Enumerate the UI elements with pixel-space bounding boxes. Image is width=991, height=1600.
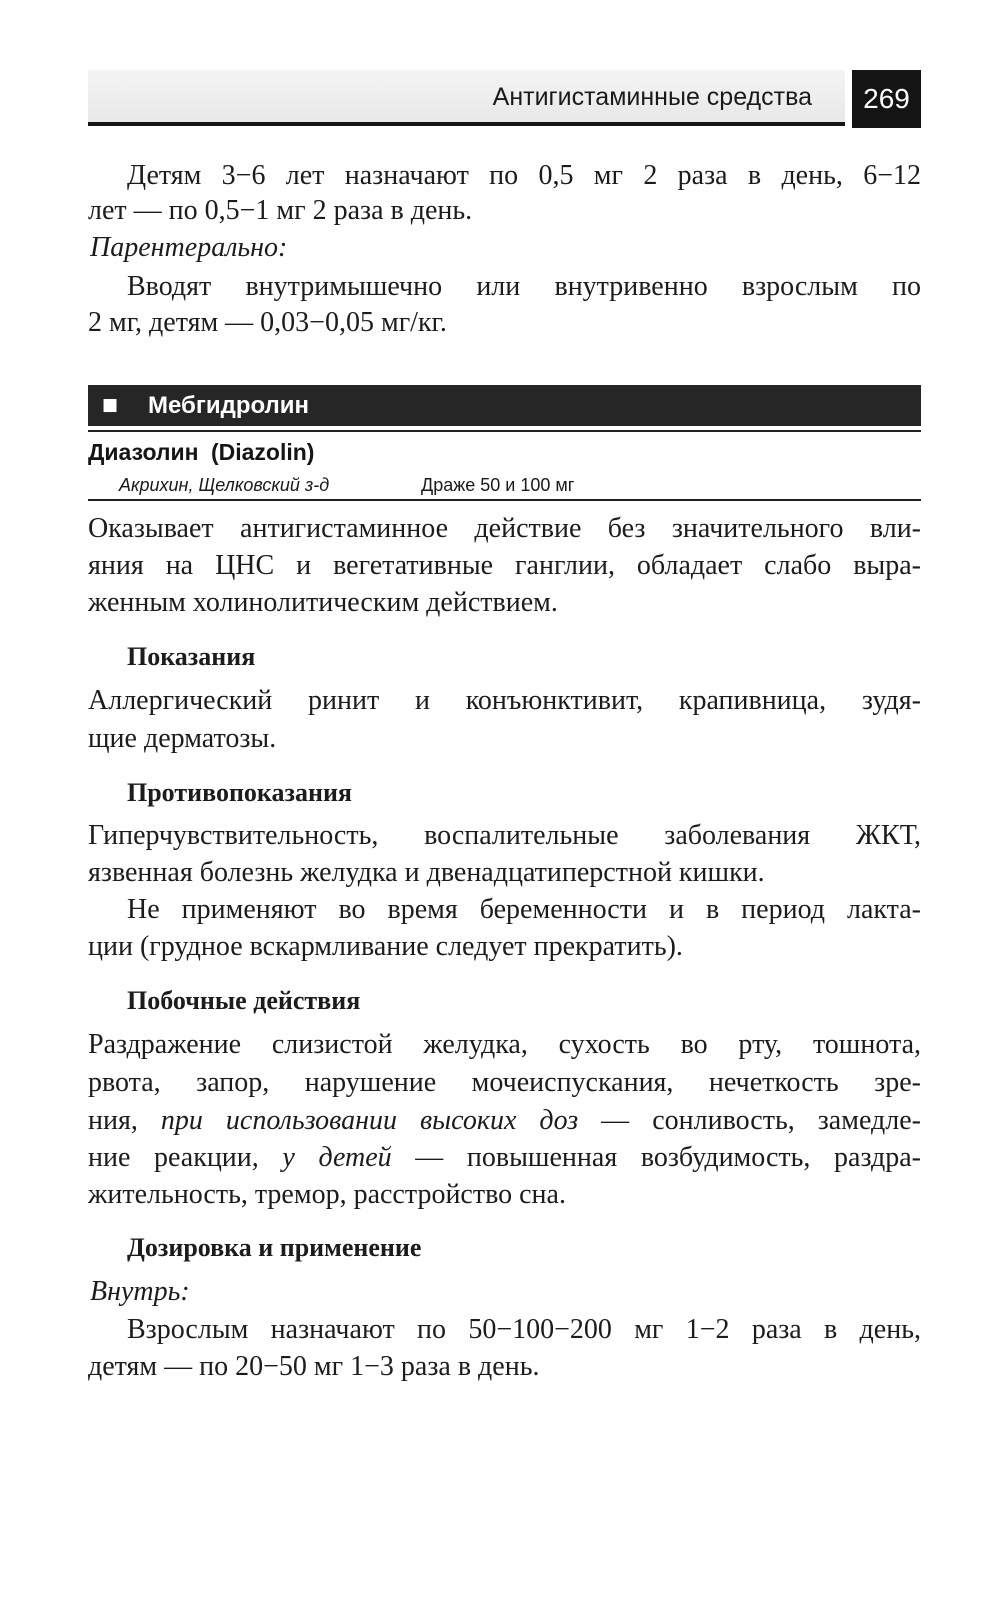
page-number: 269: [852, 70, 921, 128]
drug-manufacturer: Акрихин, Щелковский з-д: [119, 475, 330, 495]
running-header-rule: [88, 122, 845, 126]
text-segment: ния,: [88, 1105, 161, 1136]
text-line: женным холинолитическим действием.: [88, 587, 558, 618]
text-line: Раздражение слизистой желудка, сухость во рту, тошнота,: [88, 1029, 921, 1060]
drug-header-rule: [88, 499, 921, 501]
heading-indications: Показания: [127, 642, 256, 671]
italic-segment: при использовании высоких доз: [160, 1105, 579, 1136]
text-line: жительность, тремор, расстройство сна.: [88, 1179, 566, 1210]
text-segment: — сонливость, замедле-: [578, 1105, 921, 1136]
heading-contraindications: Противопоказания: [127, 778, 352, 807]
text-line: Гиперчувствительность, воспалительные заболевания ЖКТ,: [88, 820, 921, 851]
section-title: Мебгидролин: [148, 392, 310, 419]
drug-name: Диазолин (Diazolin): [88, 439, 315, 465]
text-line: ции (грудное вскармливание следует прекратить).: [88, 931, 683, 962]
heading-dosage: Дозировка и применение: [127, 1233, 422, 1262]
route-label-parenteral: Парентерально:: [90, 232, 288, 263]
heading-side-effects: Побочные действия: [127, 986, 361, 1015]
text-line: Вводят внутримышечно или внутривенно взрослым по: [127, 271, 921, 302]
text-line: яния на ЦНС и вегетативные ганглии, обладает слабо выра-: [88, 550, 921, 581]
text-line: Аллергический ринит и конъюнктивит, крапивница, зудя-: [88, 685, 921, 716]
drug-form: Драже 50 и 100 мг: [421, 475, 575, 495]
text-line: Оказывает антигистаминное действие без значительного вли-: [88, 513, 921, 544]
text-segment: ние реакции,: [88, 1142, 283, 1173]
running-header-title: Антигистаминные средства: [492, 83, 812, 111]
text-line: Взрослым назначают по 50−100−200 мг 1−2 раза в день,: [127, 1314, 921, 1345]
text-line: лет — по 0,5−1 мг 2 раза в день.: [88, 195, 473, 226]
text-line: детям — по 20−50 мг 1−3 раза в день.: [88, 1351, 540, 1382]
text-line: язвенная болезнь желудка и двенадцатиперстной кишки.: [88, 857, 765, 888]
text-line: щие дерматозы.: [88, 723, 277, 754]
square-bullet-icon: ■: [102, 395, 119, 415]
text-line: 2 мг, детям — 0,03−0,05 мг/кг.: [88, 307, 447, 338]
text-line: Не применяют во время беременности и в период лакта-: [127, 894, 921, 925]
text-line: [88, 1139, 921, 1176]
section-rule: [88, 430, 921, 432]
italic-segment: у детей: [282, 1142, 392, 1173]
text-segment: — повышенная возбудимость, раздра-: [391, 1142, 922, 1173]
text-line: [88, 1102, 921, 1139]
text-line: рвота, запор, нарушение мочеиспускания, нечеткость зре-: [88, 1067, 921, 1098]
route-label-oral: Внутрь:: [90, 1276, 190, 1307]
text-line: Детям 3−6 лет назначают по 0,5 мг 2 раза в день, 6−12: [127, 160, 921, 191]
